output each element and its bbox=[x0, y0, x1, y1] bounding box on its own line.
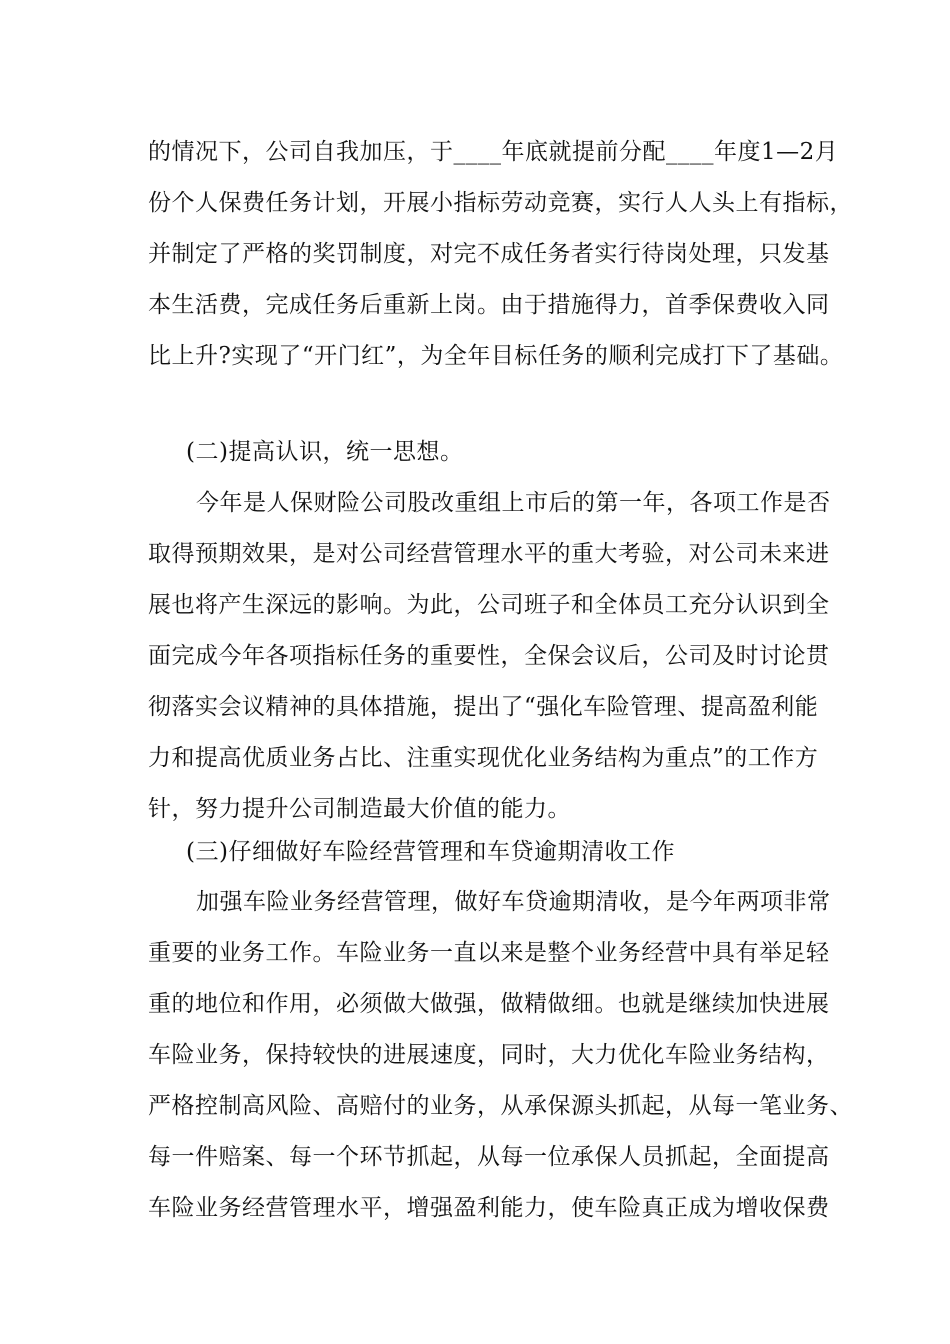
paragraph-line: 比上升?实现了“开门红”，为全年目标任务的顺利完成打下了基础。 bbox=[148, 343, 844, 369]
paragraph-line: 重的地位和作用，必须做大做强，做精做细。也就是继续加快进展 bbox=[148, 991, 830, 1017]
paragraph-line: 面完成今年各项指标任务的重要性，全保会议后，公司及时讨论贯 bbox=[148, 643, 830, 669]
paragraph-line: 彻落实会议精神的具体措施，提出了“强化车险管理、提高盈利能 bbox=[148, 694, 819, 720]
paragraph-line: 严格控制高风险、高赔付的业务，从承保源头抓起，从每一笔业务、 bbox=[148, 1093, 853, 1119]
paragraph-line: 每一件赔案、每一个环节抓起，从每一位承保人员抓起，全面提高 bbox=[148, 1144, 830, 1170]
paragraph-line: 份个人保费任务计划，开展小指标劳动竞赛，实行人人头上有指标， bbox=[148, 190, 853, 216]
paragraph-line: 取得预期效果，是对公司经营管理水平的重大考验，对公司未来进 bbox=[148, 541, 830, 567]
paragraph-line: 力和提高优质业务占比、注重实现优化业务结构为重点”的工作方 bbox=[148, 745, 819, 771]
paragraph-line: 针，努力提升公司制造最大价值的能力。 bbox=[148, 796, 571, 822]
paragraph-line: 并制定了严格的奖罚制度，对完不成任务者实行待岗处理，只发基 bbox=[148, 241, 830, 267]
paragraph-line: 展也将产生深远的影响。为此，公司班子和全体员工充分认识到全 bbox=[148, 592, 830, 618]
paragraph-line: 本生活费，完成任务后重新上岗。由于措施得力，首季保费收入同 bbox=[148, 292, 830, 318]
paragraph-line: 今年是人保财险公司股改重组上市后的第一年，各项工作是否 bbox=[196, 490, 831, 516]
paragraph-line: 车险业务，保持较快的进展速度，同时，大力优化车险业务结构， bbox=[148, 1042, 830, 1068]
paragraph-line: 重要的业务工作。车险业务一直以来是整个业务经营中具有举足轻 bbox=[148, 940, 830, 966]
paragraph-line: 车险业务经营管理水平，增强盈利能力，使车险真正成为增收保费 bbox=[148, 1195, 830, 1221]
paragraph-line: 加强车险业务经营管理，做好车贷逾期清收，是今年两项非常 bbox=[196, 889, 831, 915]
section-heading: (二)提高认识，统一思想。 bbox=[186, 439, 464, 465]
section-heading: (三)仔细做好车险经营管理和车贷逾期清收工作 bbox=[186, 839, 675, 865]
paragraph-line: 的情况下，公司自我加压，于____年底就提前分配____年度1—2月 bbox=[148, 139, 839, 165]
